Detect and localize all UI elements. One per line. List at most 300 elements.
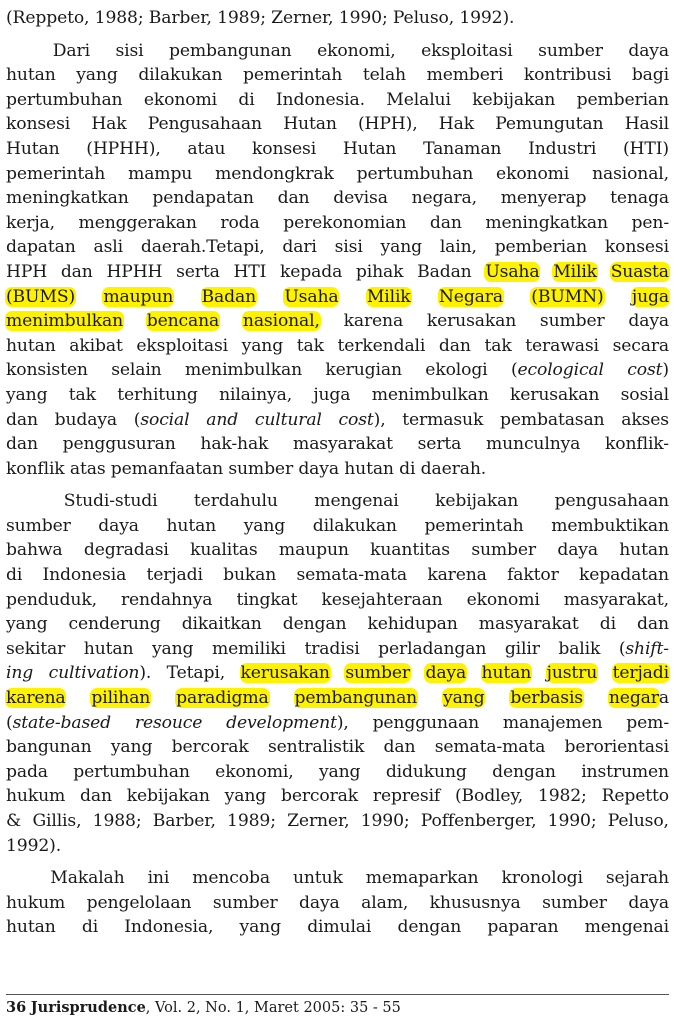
- word: [93, 809, 142, 834]
- word: [558, 637, 600, 662]
- text-segment: dan: [277, 188, 310, 209]
- text-segment: Dari: [52, 40, 90, 61]
- text-segment: dilakukan: [312, 515, 397, 536]
- word: [106, 260, 162, 285]
- highlighted-text: justru: [546, 663, 598, 684]
- text-segment: meningkatkan: [485, 212, 608, 233]
- word: [471, 538, 536, 563]
- text-line: [6, 866, 669, 891]
- word: [507, 563, 559, 588]
- text-line: [6, 809, 669, 834]
- word: [282, 235, 316, 260]
- word: [103, 285, 173, 310]
- word: [128, 162, 192, 187]
- word: [84, 637, 134, 662]
- word: [202, 285, 256, 310]
- text-segment: kronologi: [501, 868, 583, 889]
- word: [6, 39, 27, 64]
- text-segment: devisa: [333, 188, 388, 209]
- word: [427, 563, 486, 588]
- word: [280, 260, 342, 285]
- word: [402, 408, 483, 433]
- text-segment: (: [6, 712, 13, 733]
- word: [487, 915, 558, 940]
- text-segment: yang: [110, 737, 153, 758]
- text-line: [6, 784, 669, 809]
- text-segment: juga: [313, 384, 351, 405]
- word: [213, 891, 278, 916]
- word: [531, 285, 603, 310]
- text-line: [6, 285, 669, 310]
- text-segment: bagi: [631, 65, 669, 86]
- text-segment: yang: [6, 614, 48, 635]
- text-segment: di: [6, 565, 23, 586]
- text-segment: kerusakan: [510, 384, 600, 405]
- word: [215, 162, 334, 187]
- highlighted-text: (BUMS): [6, 286, 75, 307]
- word: [397, 915, 461, 940]
- word: [339, 408, 386, 433]
- word: [632, 285, 669, 310]
- word: [55, 408, 117, 433]
- text-segment: pertumbuhan: [6, 89, 123, 110]
- text-segment: bahwa: [6, 540, 63, 561]
- word: [358, 112, 418, 137]
- text-line: [6, 63, 669, 88]
- page-footer: [6, 999, 401, 1016]
- word: [524, 63, 611, 88]
- text-segment: dengan: [397, 917, 462, 938]
- text-line: [6, 432, 669, 457]
- word: [384, 735, 416, 760]
- text-segment: Poffenberger,: [420, 811, 537, 831]
- word: [79, 211, 197, 236]
- word: [495, 112, 603, 137]
- text-segment: terkendali: [337, 335, 426, 356]
- word: [602, 784, 669, 809]
- text-segment: 1989;: [227, 811, 276, 831]
- word: [87, 891, 192, 916]
- text-segment: ),: [336, 712, 349, 733]
- word: [6, 211, 55, 236]
- text-segment: yang: [241, 335, 284, 356]
- text-segment: pemerintah: [243, 65, 343, 86]
- word: [98, 514, 139, 539]
- word: [510, 383, 599, 408]
- highlighted-text: bencana: [146, 311, 220, 332]
- word: [6, 735, 92, 760]
- word: [621, 408, 669, 433]
- text-segment: semata-mata: [296, 565, 408, 586]
- text-segment: 1992).: [6, 835, 62, 856]
- word: [542, 891, 607, 916]
- word: [427, 309, 516, 334]
- text-segment: sentralistik: [267, 737, 365, 758]
- word: [6, 866, 27, 891]
- word: [585, 915, 669, 940]
- word: [176, 686, 268, 711]
- word: [540, 309, 605, 334]
- italic-text: social: [140, 409, 190, 430]
- word: [626, 711, 669, 736]
- word: [138, 63, 222, 88]
- text-segment: pemerintah: [424, 515, 524, 536]
- word: [425, 661, 466, 686]
- word: [321, 588, 442, 613]
- word: [6, 514, 71, 539]
- word: [194, 489, 278, 514]
- text-segment: penggunaan: [372, 712, 480, 733]
- word: [226, 711, 349, 736]
- highlighted-text: berbasis: [510, 688, 583, 709]
- word: [6, 383, 47, 408]
- text-segment: tradisi: [304, 638, 360, 659]
- text-segment: Peluso,: [607, 811, 669, 831]
- italic-text: development: [226, 712, 337, 733]
- word: [172, 735, 249, 760]
- word: [378, 637, 486, 662]
- word: [367, 285, 411, 310]
- text-segment: ekologi: [425, 360, 488, 381]
- word: [386, 760, 467, 785]
- text-segment: sumber: [471, 540, 536, 561]
- word: [381, 235, 422, 260]
- text-segment: Repetto: [601, 786, 669, 807]
- text-segment: dengan: [282, 614, 347, 635]
- text-segment: sejarah: [605, 868, 669, 889]
- text-segment: mencoba: [192, 868, 270, 889]
- word: [424, 514, 523, 539]
- word: [6, 661, 33, 686]
- word: [418, 432, 462, 457]
- word: [84, 538, 169, 563]
- word: [313, 514, 397, 539]
- word: [619, 538, 669, 563]
- word: [169, 39, 292, 64]
- text-line: [6, 489, 669, 514]
- text-line: [6, 137, 669, 162]
- word: [484, 334, 511, 359]
- text-segment: Industri: [528, 138, 597, 159]
- text-segment: yang: [151, 638, 194, 659]
- text-segment: pertumbuhan: [356, 163, 474, 184]
- highlighted-text: sumber: [345, 663, 410, 684]
- text-segment: Badan: [417, 261, 472, 282]
- word: [343, 137, 397, 162]
- word: [69, 334, 122, 359]
- text-segment: Zerner,: [287, 811, 350, 831]
- text-segment: sumber: [6, 515, 71, 536]
- text-segment: negara,: [411, 188, 477, 209]
- text-segment: ): [662, 360, 669, 381]
- word: [510, 686, 583, 711]
- text-segment: kehidupan: [367, 614, 458, 635]
- word: [295, 686, 418, 711]
- word: [281, 784, 358, 809]
- word: [619, 637, 669, 662]
- text-segment: paparan: [487, 917, 559, 938]
- text-segment: di: [599, 614, 616, 635]
- word: [6, 162, 105, 187]
- word: [495, 235, 587, 260]
- word: [141, 235, 265, 260]
- word: [6, 285, 75, 310]
- word: [317, 39, 395, 64]
- highlighted-text: negar: [608, 688, 659, 709]
- word: [613, 334, 669, 359]
- text-segment: kuantitas: [370, 540, 450, 561]
- text-segment: Makalah: [50, 868, 125, 889]
- text-segment: sumber: [542, 892, 607, 913]
- text-segment: (: [133, 409, 141, 430]
- word: [115, 39, 143, 64]
- word: [606, 866, 669, 891]
- highlighted-text: juga: [631, 286, 669, 307]
- word: [146, 563, 202, 588]
- text-segment: daya: [98, 515, 139, 536]
- word: [6, 637, 65, 662]
- word: [6, 88, 122, 113]
- page-number: 36: [6, 999, 27, 1016]
- highlighted-text: menimbulkan: [6, 311, 123, 332]
- word: [430, 891, 521, 916]
- word: [144, 88, 217, 113]
- word: [435, 489, 518, 514]
- word: [611, 260, 669, 285]
- text-segment: daya: [299, 892, 340, 913]
- text-segment: dan: [60, 261, 93, 282]
- text-segment: ekonomi,: [215, 761, 294, 782]
- word: [187, 137, 225, 162]
- text-segment: ),: [373, 409, 386, 430]
- word: [492, 760, 556, 785]
- word: [313, 383, 350, 408]
- text-segment: 1990;: [360, 811, 410, 831]
- highlighted-text: Suasta: [610, 261, 669, 282]
- word: [430, 211, 462, 236]
- text-segment: bukan: [223, 565, 277, 586]
- word: [225, 784, 266, 809]
- text-segment: dengan: [492, 761, 556, 782]
- text-segment: represif: [372, 786, 441, 807]
- text-segment: nilainya,: [219, 384, 293, 405]
- highlighted-text: Milik: [553, 261, 597, 282]
- word: [86, 137, 160, 162]
- text-line: [6, 39, 669, 64]
- text-segment: Tetapi,: [166, 663, 226, 684]
- text-line: [6, 186, 669, 211]
- text-segment: daya: [557, 540, 598, 561]
- word: [500, 408, 605, 433]
- text-segment: manajemen: [502, 712, 603, 733]
- word: [148, 866, 170, 891]
- word: [255, 408, 322, 433]
- word: [223, 563, 276, 588]
- text-segment: asli: [93, 237, 123, 258]
- text-segment: atau: [187, 138, 226, 159]
- word: [32, 809, 81, 834]
- text-segment: konsesi: [6, 114, 71, 135]
- word: [555, 489, 669, 514]
- word: [386, 88, 451, 113]
- word: [501, 186, 587, 211]
- word: [485, 211, 608, 236]
- text-segment: Pengusahaan: [147, 114, 262, 135]
- highlighted-text: karena: [6, 688, 66, 709]
- word: [215, 760, 293, 785]
- word: [427, 63, 504, 88]
- text-segment: termasuk: [402, 409, 484, 430]
- text-segment: pemberian: [576, 89, 669, 110]
- text-segment: terjadi: [146, 565, 203, 586]
- word: [233, 260, 266, 285]
- highlighted-text: Negara: [438, 286, 503, 307]
- italic-text: ing: [6, 663, 34, 684]
- text-segment: daya: [628, 892, 669, 913]
- text-segment: tak: [484, 335, 512, 356]
- word: [296, 563, 407, 588]
- text-segment: kualitas: [190, 540, 258, 561]
- text-segment: hutan: [6, 335, 56, 356]
- text-segment: ekonomi: [466, 589, 540, 610]
- word: [111, 735, 152, 760]
- text-segment: dan: [429, 212, 462, 233]
- word: [565, 735, 669, 760]
- word: [135, 711, 202, 736]
- paragraph-gap: [6, 481, 669, 489]
- word: [111, 358, 161, 383]
- word: [472, 88, 555, 113]
- word: [49, 661, 152, 686]
- word: [368, 612, 458, 637]
- text-segment: pen-: [631, 212, 669, 233]
- word: [6, 915, 56, 940]
- word: [238, 88, 254, 113]
- word: [136, 334, 228, 359]
- text-segment: Hak: [91, 114, 127, 135]
- word: [240, 915, 281, 940]
- word: [304, 637, 359, 662]
- word: [511, 358, 604, 383]
- word: [220, 211, 259, 236]
- text-segment: ini: [147, 868, 170, 889]
- footer-divider: [6, 994, 669, 995]
- word: [435, 735, 546, 760]
- text-line: [6, 834, 669, 859]
- word: [548, 809, 597, 834]
- italic-text: cultivation: [48, 663, 140, 684]
- word: [94, 235, 123, 260]
- word: [557, 538, 598, 563]
- text-line: [6, 211, 669, 236]
- text-segment: berorientasi: [564, 737, 669, 758]
- word: [553, 260, 597, 285]
- word: [244, 514, 285, 539]
- text-segment: sosial: [620, 384, 669, 405]
- text-segment: Tanaman: [423, 138, 502, 159]
- text-segment: meningkatkan: [6, 188, 129, 209]
- paragraph-gap: [6, 31, 669, 39]
- text-segment: (HTI): [623, 138, 669, 159]
- text-segment: pengelolaan: [86, 892, 192, 913]
- word: [241, 661, 330, 686]
- word: [91, 112, 126, 137]
- text-segment: budaya: [54, 409, 118, 430]
- text-segment: hukum: [6, 892, 66, 913]
- text-segment: pendapatan: [152, 188, 254, 209]
- text-segment: akibat: [69, 335, 123, 356]
- text-line: [6, 235, 669, 260]
- text-segment: memiliki: [211, 638, 286, 659]
- highlighted-text: maupun: [103, 286, 174, 307]
- text-line: [6, 383, 669, 408]
- italic-text: cost: [338, 409, 374, 430]
- text-segment: eksploitasi: [421, 40, 513, 61]
- word: [69, 612, 161, 637]
- word: [373, 784, 440, 809]
- word: [373, 711, 479, 736]
- word: [592, 162, 669, 187]
- italic-text: cultural: [254, 409, 322, 430]
- word: [6, 538, 63, 563]
- word: [147, 309, 219, 334]
- word: [152, 186, 253, 211]
- word: [283, 211, 406, 236]
- text-segment: mengenai: [584, 917, 669, 938]
- text-segment: kerusakan: [426, 311, 517, 332]
- word: [467, 588, 540, 613]
- word: [605, 235, 669, 260]
- word: [6, 489, 27, 514]
- word: [335, 235, 363, 260]
- word: [268, 735, 364, 760]
- text-line: [6, 112, 669, 137]
- word: [6, 408, 38, 433]
- text-segment: sekitar: [6, 638, 66, 659]
- text-segment: lain,: [439, 237, 477, 258]
- word: [627, 358, 669, 383]
- word: [361, 809, 410, 834]
- word: [242, 334, 283, 359]
- text-segment: Gillis,: [32, 811, 82, 831]
- word: [227, 809, 276, 834]
- text-segment: pada: [6, 761, 48, 782]
- word: [206, 408, 238, 433]
- word: [243, 63, 342, 88]
- word: [423, 137, 501, 162]
- word: [421, 809, 537, 834]
- word: [325, 358, 402, 383]
- word: [6, 334, 56, 359]
- word: [486, 432, 580, 457]
- word: [439, 112, 474, 137]
- text-segment: semata-mata: [434, 737, 546, 758]
- text-segment: (Bodley,: [455, 786, 524, 807]
- word: [166, 514, 216, 539]
- italic-text: state-based: [12, 712, 112, 733]
- text-line: [6, 661, 669, 686]
- text-line: [6, 637, 669, 662]
- text-segment: karena: [343, 311, 404, 332]
- word: [127, 784, 210, 809]
- text-line: [6, 309, 669, 334]
- word: [496, 162, 569, 187]
- word: [443, 686, 484, 711]
- text-segment: ekonomi: [496, 163, 570, 184]
- text-segment: yang: [239, 917, 281, 938]
- text-segment: pengusahaan: [554, 491, 669, 512]
- text-segment: kebijakan: [435, 491, 519, 512]
